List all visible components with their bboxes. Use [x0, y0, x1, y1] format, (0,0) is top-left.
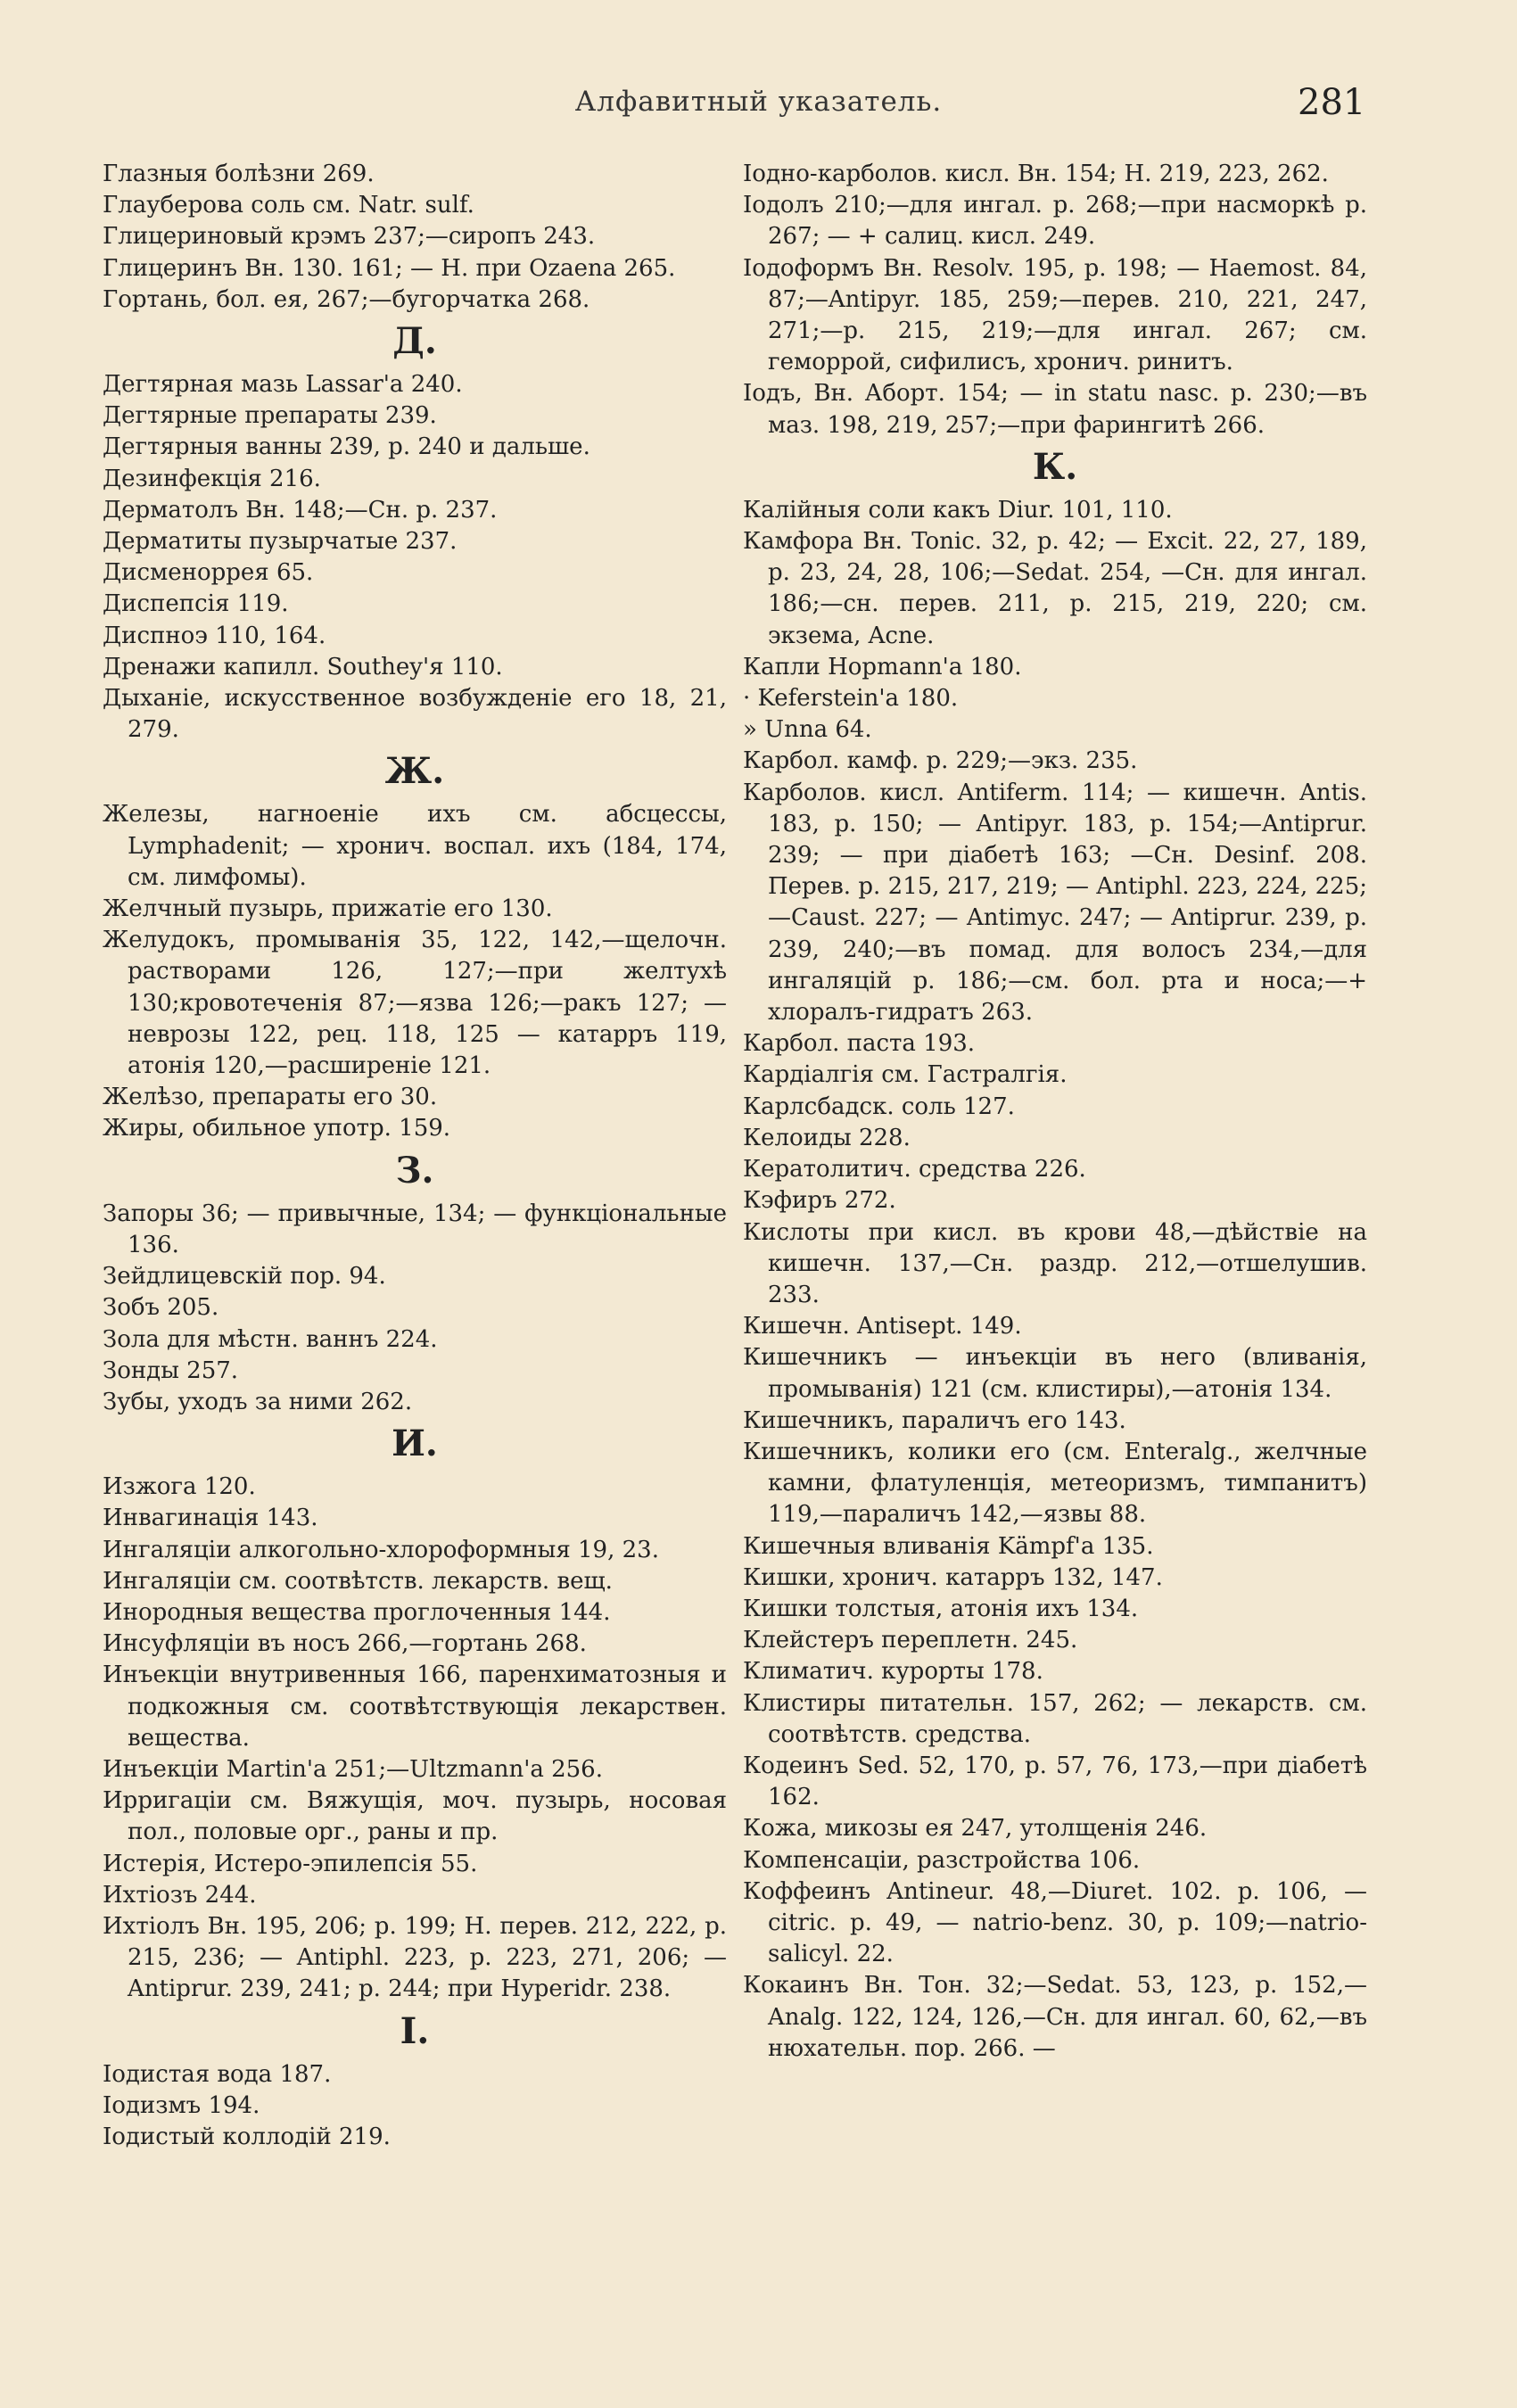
- index-column-right: [743, 159, 1367, 2065]
- index-entry: Кодеинъ Sed. 52, 170, р. 57, 76, 173,—при діабетѣ 162.: [743, 1752, 1367, 1811]
- index-entry: Дыханіе, искусственное возбужденіе его 18, 21, 279.: [103, 685, 727, 744]
- section-letter: Д.: [392, 320, 437, 363]
- index-entry: Диспноэ 110, 164.: [103, 622, 326, 649]
- index-entry: Железы, нагноеніе ихъ см. абсцессы, Lymphadenit; — хронич. воспал. ихъ (184, 174, см. лимфомы).: [103, 801, 727, 891]
- index-entry: Кишки, хронич. катарръ 132, 147.: [743, 1563, 1163, 1591]
- index-entry: Глицериновый крэмъ 237;—сиропъ 243.: [103, 223, 596, 251]
- index-entry: Дегтярная мазь Lassar'a 240.: [103, 371, 463, 399]
- index-entry: Инсуфляціи въ носъ 266,—гортань 268.: [103, 1630, 587, 1658]
- index-entry: Гортань, бол. ея, 267;—бугорчатка 268.: [103, 285, 590, 313]
- index-entry: Жиры, обильное употр. 159.: [103, 1115, 451, 1142]
- index-entry: · Kefersteіn'a 180.: [743, 685, 959, 713]
- index-entry: Кератолитич. средства 226.: [743, 1156, 1086, 1183]
- index-entry: Ингаляціи алкогольно-хлороформныя 19, 23.: [103, 1536, 659, 1563]
- index-entry: Іодъ, Вн. Аборт. 154; — in statu nasc. р. 230;—въ маз. 198, 219, 257;—при фарингитѣ 266.: [743, 380, 1367, 439]
- section-letter: Ж.: [384, 750, 445, 793]
- index-entry: Инородныя вещества проглоченныя 144.: [103, 1598, 611, 1626]
- index-entry: Желчный пузырь, прижатіе его 130.: [103, 895, 553, 923]
- index-entry: Зобъ 205.: [103, 1294, 219, 1322]
- index-entry: Келоиды 228.: [743, 1124, 911, 1151]
- index-entry: Кишечникъ — инъекціи въ него (вливанія, промыванія) 121 (см. клистиры),—атонія 134.: [743, 1344, 1367, 1403]
- section-letter: I.: [400, 2009, 430, 2052]
- running-title: Алфавитный указатель.: [574, 86, 943, 118]
- index-entry: Калійныя соли какъ Diur. 101, 110.: [743, 496, 1173, 524]
- index-entry: Глицеринъ Вн. 130. 161; — Н. при Ozaena 265.: [103, 254, 676, 282]
- index-entry: Дисменоррея 65.: [103, 559, 314, 587]
- index-entry: Кэфиръ 272.: [743, 1187, 896, 1215]
- index-entry: Ингаляціи см. соотвѣтств. лекарств. вещ.: [103, 1567, 613, 1595]
- index-entry: Карболов. кисл. Antiferm. 114; — кишечн. Antis. 183, р. 150; — Antipyr. 183, р. 154;—Antiprur. 239; — при діабетѣ 163; —Сн. Desinf. 208. Перев. р. 215, 217, 219; — Antiphl. 223, 224, 225;—Caust. 227; — Antimyc. 247; — Antiprur. 239, р. 239, 240;—въ помад. для волосъ 234,—для ингаляцій р. 186;—см. бол. рта и носа;—+ хлоралъ-гидратъ 263.: [743, 779, 1367, 1027]
- index-entry: Дерматолъ Вн. 148;—Сн. р. 237.: [103, 496, 498, 524]
- index-entry: Зейдлицевскій пор. 94.: [103, 1263, 386, 1291]
- index-entry: Дренажи капилл. Southey'я 110.: [103, 653, 503, 680]
- index-entry: Капли Hopmann'a 180.: [743, 653, 1022, 680]
- index-entry: Карбол. паста 193.: [743, 1030, 976, 1058]
- index-entry: Іодизмъ 194.: [103, 2091, 260, 2119]
- index-entry: » Unna 64.: [743, 716, 872, 744]
- index-entry: Кишечныя вливанія Kämpf'a 135.: [743, 1532, 1154, 1560]
- index-entry: Компенсаціи, разстройства 106.: [743, 1846, 1141, 1874]
- index-entry: Глауберова соль см. Natr. sulf.: [103, 192, 474, 219]
- section-letter: К.: [1032, 445, 1078, 488]
- index-entry: Глазныя болѣзни 269.: [103, 161, 375, 187]
- index-entry: Дезинфекція 216.: [103, 465, 321, 492]
- index-entry: Кокаинъ Вн. Тон. 32;—Sedat. 53, 123, р. 152,—Analg. 122, 124, 126,—Сн. для ингал. 60, 62,—въ нюхательн. пор. 266. —: [743, 1972, 1367, 2062]
- index-entry: Инъекціи внутривенныя 166, паренхиматозныя и подкожныя см. соотвѣтствующія лекарствен. вещества.: [103, 1662, 727, 1752]
- page-number: 281: [1298, 82, 1366, 123]
- index-entry: Коффеинъ Antineur. 48,—Diuret. 102. р. 106, — citric. р. 49, — natrio-benz. 30, р. 109;—natrio-salicyl. 22.: [743, 1877, 1367, 1968]
- index-entry: Зонды 257.: [103, 1357, 239, 1384]
- index-entry: Желѣзо, препараты его 30.: [103, 1084, 438, 1111]
- index-entry: Дегтярныя ванны 239, р. 240 и дальше.: [103, 433, 590, 461]
- index-entry: Ихтіолъ Вн. 195, 206; р. 199; Н. перев. 212, 222, р. 215, 236; — Antiphl. 223, р. 223, 271, 206; — Antiprur. 239, 241; р. 244; при Hyperidr. 238.: [103, 1912, 727, 2003]
- index-column-left: [103, 159, 727, 2153]
- index-entry: Ирригаціи см. Вяжущія, моч. пузырь, носовая пол., половые орг., раны и пр.: [103, 1787, 727, 1846]
- index-entry: Дегтярные препараты 239.: [103, 402, 437, 430]
- section-letter: И.: [392, 1423, 438, 1465]
- index-entry: Инвагинація 143.: [103, 1505, 318, 1532]
- index-entry: Кишечн. Antisept. 149.: [743, 1313, 1022, 1340]
- index-entry: Іодистая вода 187.: [103, 2060, 332, 2088]
- index-entry: Запоры 36; — привычные, 134; — функціональные 136.: [103, 1200, 727, 1258]
- index-entry: Карбол. камф. р. 229;—экз. 235.: [743, 747, 1138, 775]
- index-entry: Желудокъ, промыванія 35, 122, 142,—щелочн. растворами 126, 127;—при желтухѣ 130;кровотеченія 87;—язва 126;—ракъ 127; — неврозы 122, рец. 118, 125 — катарръ 119, атонія 120,—расширеніе 121.: [103, 927, 727, 1080]
- index-entry: Кардіалгія см. Гастралгія.: [743, 1061, 1068, 1089]
- index-entry: Дерматиты пузырчатые 237.: [103, 528, 458, 556]
- index-entry: Инъекціи Martin'a 251;—Ultzmann'a 256.: [103, 1755, 603, 1783]
- index-entry: Климатич. курорты 178.: [743, 1658, 1043, 1686]
- index-entry: Іодоформъ Вн. Resolv. 195, р. 198; — Haemost. 84, 87;—Antipyr. 185, 259;—перев. 210, 221, 247, 271;—р. 215, 219;—для ингал. 267; см. геморрой, сифилисъ, хронич. ринитъ.: [743, 254, 1367, 376]
- index-entry: Кишки толстыя, атонія ихъ 134.: [743, 1595, 1139, 1622]
- index-entry: Кислоты при кисл. въ крови 48,—дѣйствіе на кишечн. 137,—Сн. раздр. 212,—отшелушив. 233.: [743, 1218, 1367, 1308]
- index-entry: Камфора Вн. Tonic. 32, р. 42; — Excit. 22, 27, 189, р. 23, 24, 28, 106;—Sedat. 254, —Сн. для ингал. 186;—сн. перев. 211, р. 215, 219, 220; см. экзема, Acne.: [743, 528, 1367, 649]
- index-entry: Іодолъ 210;—для ингал. р. 268;—при насморкѣ р. 267; — + салиц. кисл. 249.: [743, 192, 1367, 251]
- index-entry: Зола для мѣстн. ваннъ 224.: [103, 1325, 438, 1353]
- index-entry: Карлсбадск. соль 127.: [743, 1093, 1015, 1120]
- index-entry: Зубы, уходъ за ними 262.: [103, 1388, 413, 1415]
- index-entry: Клистиры питательн. 157, 262; — лекарств. см. соотвѣтств. средства.: [743, 1689, 1367, 1748]
- index-entry: Изжога 120.: [103, 1473, 256, 1501]
- index-entry: Кожа, микозы ея 247, утолщенія 246.: [743, 1815, 1208, 1843]
- index-entry: Іодистый коллодій 219.: [103, 2123, 391, 2150]
- index-entry: Кишечникъ, параличъ его 143.: [743, 1406, 1126, 1434]
- index-entry: Кишечникъ, колики его (см. Enteralg., желчные камни, флатуленція, метеоризмъ, тимпанитъ) 119,—параличъ 142,—язвы 88.: [743, 1438, 1367, 1529]
- index-entry: Ихтіозъ 244.: [103, 1881, 257, 1909]
- index-entry: Истерія, Истеро-эпилепсія 55.: [103, 1850, 478, 1877]
- section-letter: З.: [395, 1149, 434, 1192]
- index-entry: Диспепсія 119.: [103, 590, 289, 618]
- index-entry: Іодно-карболов. кисл. Вн. 154; Н. 219, 223, 262.: [743, 161, 1329, 187]
- index-entry: Клейстеръ переплетн. 245.: [743, 1627, 1078, 1654]
